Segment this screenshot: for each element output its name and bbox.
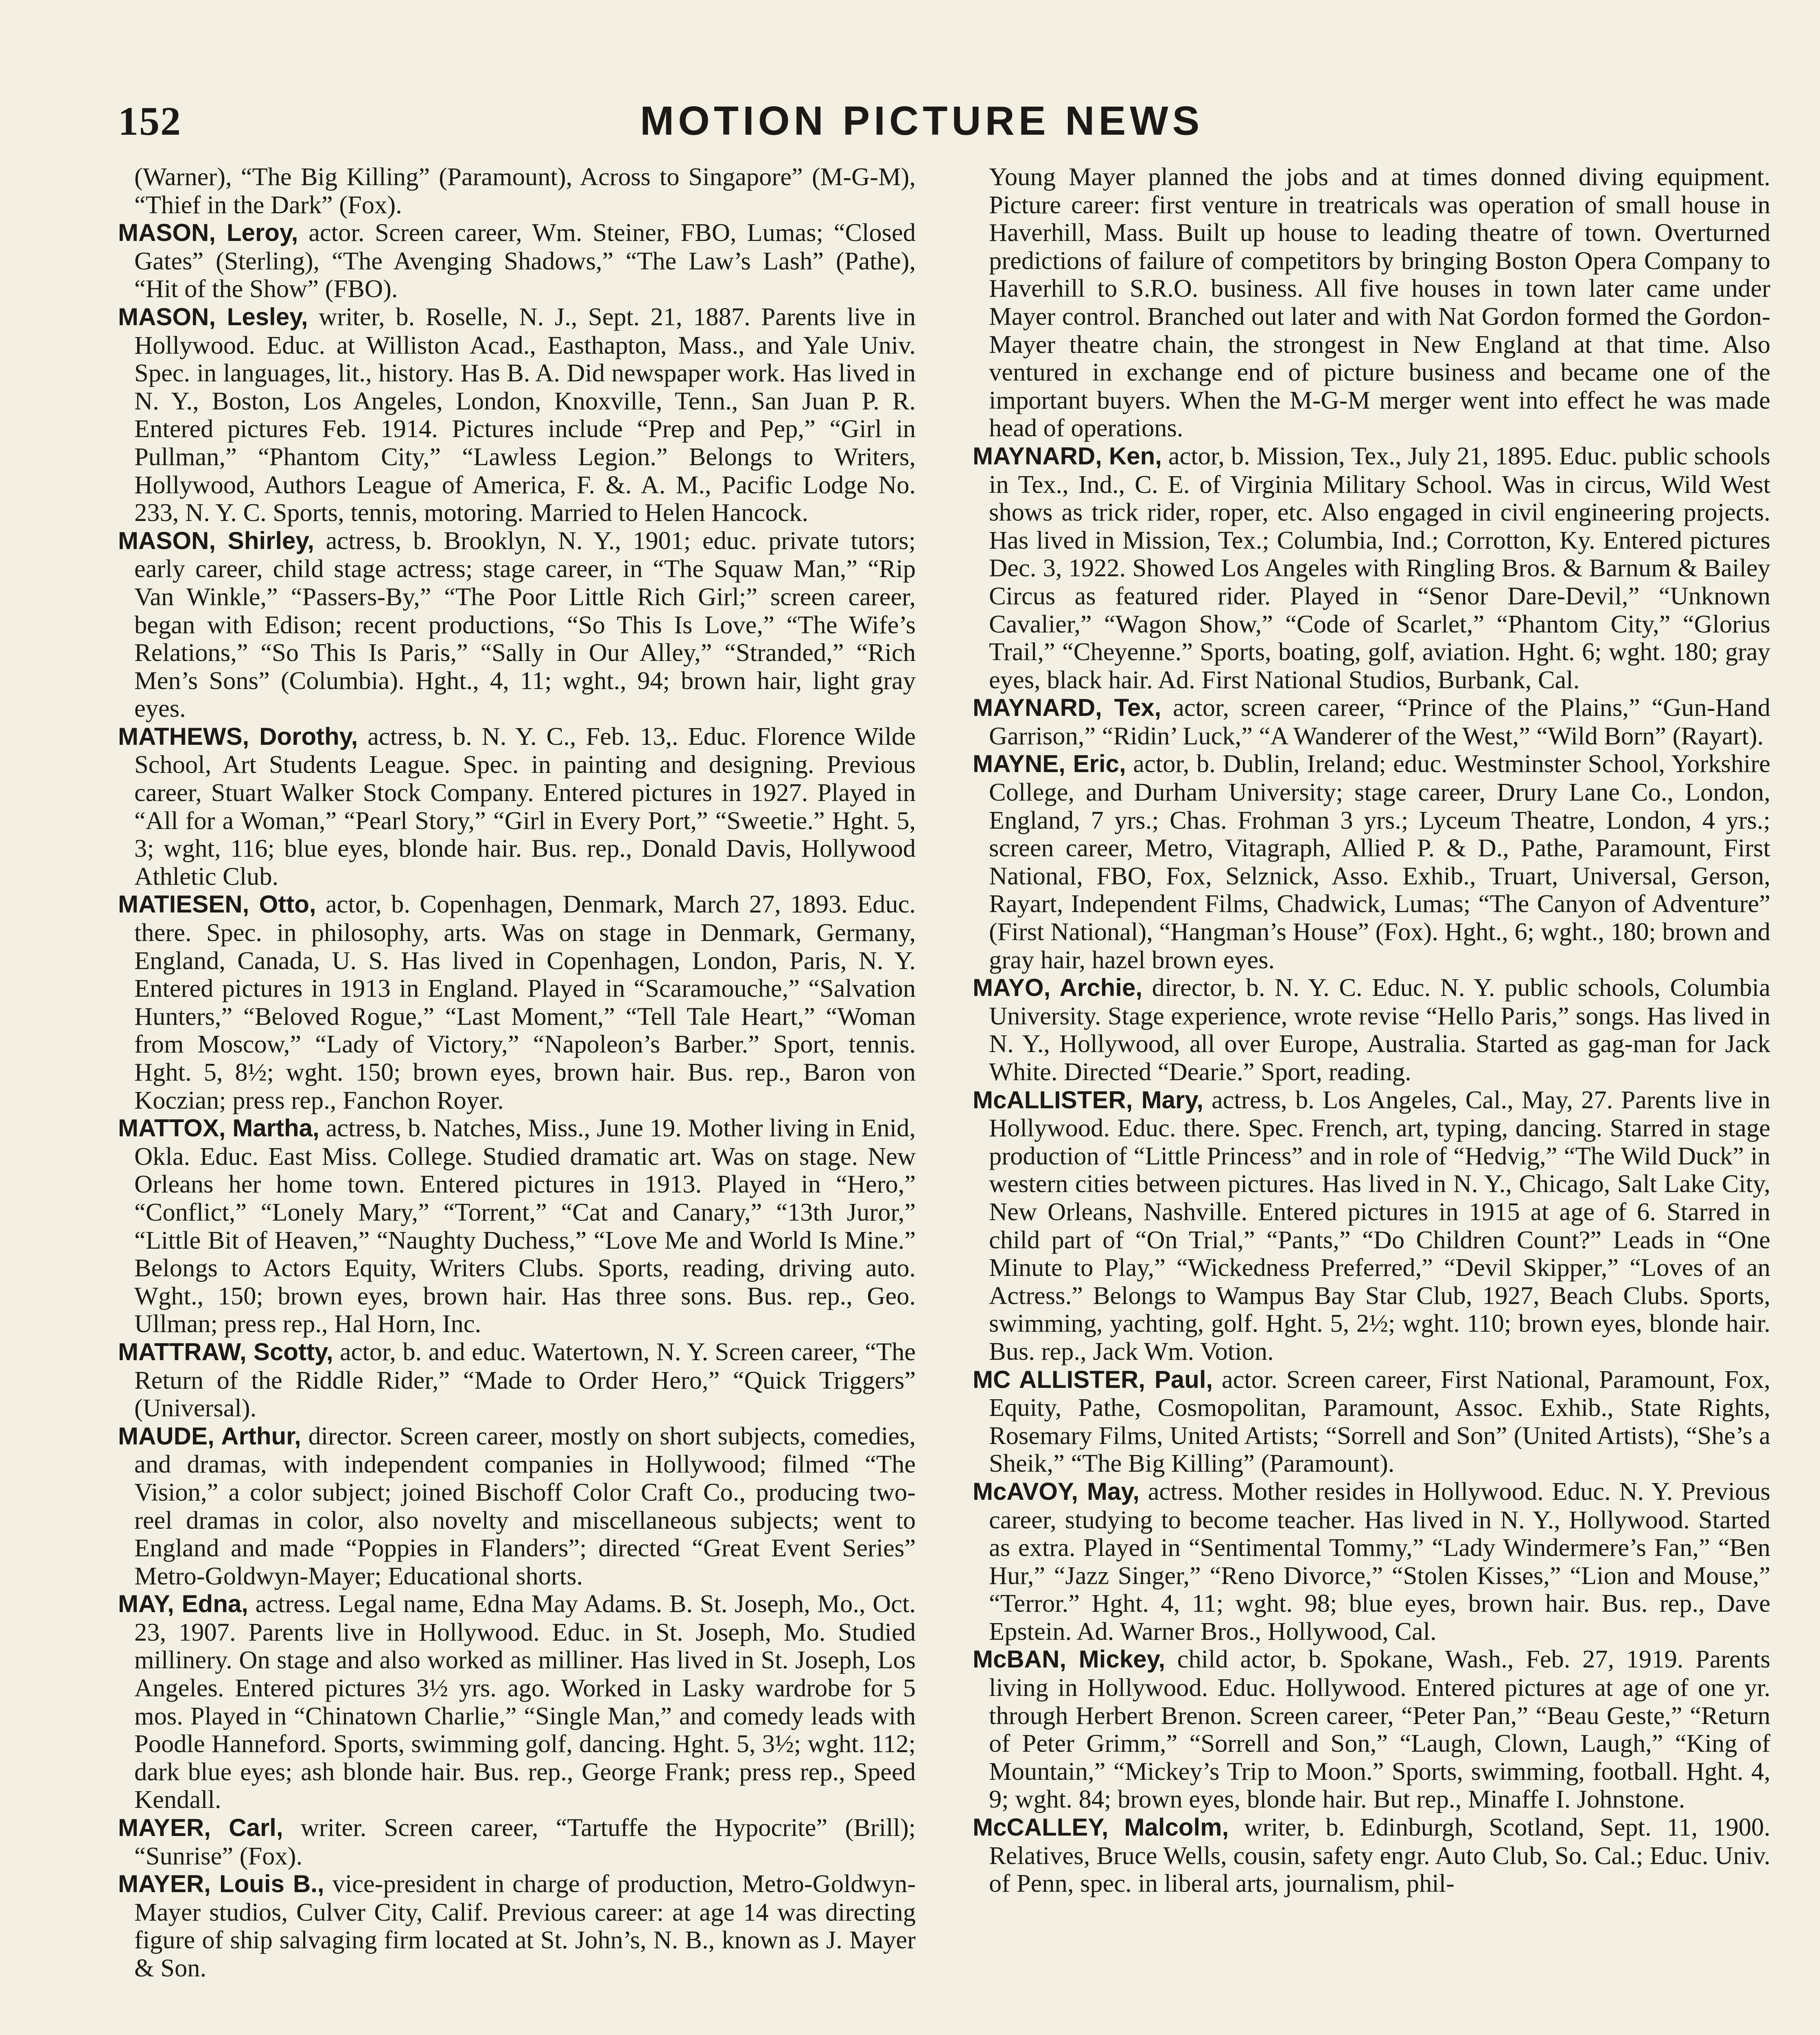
entry-name: MATTRAW, Scotty, bbox=[118, 1338, 333, 1365]
entry-text: actress, b. Los Angeles, Cal., May, 27. Parents live in Hollywood. Educ. there. Spec. French, art, typing, dancing. Starred in stage production of “Little Princess” and in role of “Hedvig,” “The Wild Duck” in western cities between pictures. Has lived in N. Y., Chicago, Salt Lake City, New Orleans, Nashville. Entered pictures in 1915 at age of 6. Starred in child part of “On Trial,” “Pants,” “Do Children Count?” Leads in “One Minute to Play,” “Wickedness Preferred,” “Devil Skipper,” “Loves of an Actress.” Belongs to Wampus Bay Star Club, 1927, Beach Clubs. Sports, swimming, yachting, golf. Hght. 5, 2½; wght. 110; brown eyes, blonde hair. Bus. rep., Jack Wm. Votion. bbox=[989, 1085, 1770, 1365]
entry-text: actress, b. Brooklyn, N. Y., 1901; educ. private tutors; early career, child stage actress; stage career, in “The Squaw Man,” “Rip Van Winkle,” “Passers-By,” “The Poor Little Rich Girl;” screen career, began with Edison; recent productions, “So This Is Love,” “The Wife’s Relations,” “So This Is Paris,” “Sally in Our Alley,” “Stranded,” “Rich Men’s Sons” (Columbia). Hght., 4, 11; wght., 94; brown hair, light gray eyes. bbox=[134, 526, 916, 723]
entry-name: MC ALLISTER, Paul, bbox=[973, 1365, 1213, 1393]
directory-entry bbox=[118, 1814, 916, 1870]
entry-text: actress, b. N. Y. C., Feb. 13,. Educ. Florence Wilde School, Art Students League. Spec. in painting and designing. Previous career, Stuart Walker Stock Company. Entered pictures in 1927. Played in “All for a Woman,” “Pearl Story,” “Girl in Every Port,” “Sweetie.” Hght. 5, 3; wght, 116; blue eyes, blonde hair. Bus. rep., Donald Davis, Hollywood Athletic Club. bbox=[134, 722, 916, 891]
page-title: MOTION PICTURE NEWS bbox=[640, 98, 1204, 144]
entry-name: MASON, Leroy, bbox=[118, 219, 298, 247]
entry-text: actress, b. Natches, Miss., June 19. Mother living in Enid, Okla. Educ. East Miss. College. Studied dramatic art. Was on stage. New Orleans her home town. Entered pictures in 1913. Played in “Hero,” “Conflict,” “Lonely Mary,” “Torrent,” “Cat and Canary,” “13th Juror,” “Little Bit of Heaven,” “Naughty Duchess,” “Love Me and World Is Mine.” Belongs to Actors Equity, Writers Clubs. Sports, reading, driving auto. Wght., 150; brown eyes, brown hair. Has three sons. Bus. rep., Geo. Ullman; press rep., Hal Horn, Inc. bbox=[134, 1114, 916, 1338]
directory-entry bbox=[118, 1590, 916, 1814]
entry-text: writer, b. Roselle, N. J., Sept. 21, 1887. Parents live in Hollywood. Educ. at Williston Acad., Easthapton, Mass., and Yale Univ. Spec. in languages, lit., history. Has B. A. Did newspaper work. Has lived in N. Y., Boston, Los Angeles, London, Knoxville, Tenn., San Juan P. R. Entered pictures Feb. 1914. Pictures include “Prep and Pep,” “Girl in Pullman,” “Phantom City,” “Lawless Legion.” Belongs to Writers, Hollywood, Authors League of America, F. &. A. M., Pacific Lodge No. 233, N. Y. C. Sports, tennis, motoring. Married to Helen Hancock. bbox=[134, 302, 916, 527]
directory-entry bbox=[118, 527, 916, 722]
entry-text: (Warner), “The Big Killing” (Paramount), Across to Singapore” (M-G-M), “Thief in the Dark” (Fox). bbox=[134, 163, 916, 219]
entry-text: actress. Legal name, Edna May Adams. B. St. Joseph, Mo., Oct. 23, 1907. Parents live in Hollywood. Educ. in St. Joseph, Mo. Studied millinery. On stage and also worked as milliner. Has lived in St. Joseph, Los Angeles. Entered pictures 3½ yrs. ago. Worked in Lasky wardrobe for 5 mos. Played in “Chinatown Charlie,” “Single Man,” and comedy leads with Poodle Hanneford. Sports, swimming golf, dancing. Hght. 5, 3½; wght. 112; dark blue eyes; ash blonde hair. Bus. rep., George Frank; press rep., Speed Kendall. bbox=[134, 1589, 916, 1814]
entry-text: writer. Screen career, “Tartuffe the Hypocrite” (Brill); “Sunrise” (Fox). bbox=[134, 1813, 916, 1870]
entry-text: director. Screen career, mostly on short subjects, comedies, and dramas, with independent companies in Hollywood; filmed “The Vision,” a color subject; joined Bischoff Color Craft Co., producing two-reel dramas in color, also novelty and miscellaneous subjects; went to England and made “Poppies in Flanders”; directed “Great Event Series” Metro-Goldwyn-Mayer; Educational shorts. bbox=[134, 1421, 916, 1590]
entry-name: MAYNARD, Ken, bbox=[973, 442, 1162, 470]
directory-entry bbox=[118, 1870, 916, 1982]
entry-text: actor, b. and educ. Watertown, N. Y. Screen career, “The Return of the Riddle Rider,” “Made to Order Hero,” “Quick Triggers” (Universal). bbox=[134, 1337, 916, 1422]
entry-text: vice-president in charge of production, Metro-Goldwyn-Mayer studios, Culver City, Calif. Previous career: at age 14 was directing figure of ship salvaging firm located at St. John’s, N. B., known as J. Mayer & Son. bbox=[134, 1869, 916, 1982]
directory-entry bbox=[973, 1365, 1770, 1477]
entry-text: actor. Screen career, First National, Paramount, Fox, Equity, Pathe, Cosmopolitan, Paramount, Assoc. Exhib., State Rights, Rosemary Films, United Artists; “Sorrell and Son” (United Artists), “She’s a Sheik,” “The Big Killing” (Paramount). bbox=[989, 1365, 1770, 1478]
entry-text: actress. Mother resides in Hollywood. Educ. N. Y. Previous career, studying to become teacher. Has lived in N. Y., Hollywood. Started as extra. Played in “Sentimental Tommy,” “Lady Windermere’s Fan,” “Ben Hur,” “Jazz Singer,” “Reno Divorce,” “Stolen Kisses,” “Lion and Mouse,” “Terror.” Hght. 4, 11; wght. 98; blue eyes, brown hair. Bus. rep., Dave Epstein. Ad. Warner Bros., Hollywood, Cal. bbox=[989, 1477, 1770, 1646]
entry-name: MASON, Shirley, bbox=[118, 527, 314, 554]
entry-name: MAYNE, Eric, bbox=[973, 750, 1126, 778]
directory-entry bbox=[973, 442, 1770, 694]
right-column bbox=[973, 163, 1770, 2035]
text-columns bbox=[118, 163, 1770, 2035]
directory-entry bbox=[118, 1422, 916, 1590]
entry-name: MASON, Lesley, bbox=[118, 303, 308, 330]
directory-entry bbox=[118, 1338, 916, 1422]
entry-name: MATHEWS, Dorothy, bbox=[118, 722, 358, 750]
entry-name: MAYO, Archie, bbox=[973, 974, 1142, 1002]
directory-entry bbox=[973, 750, 1770, 974]
page-number: 152 bbox=[118, 98, 182, 144]
entry-text: actor. Screen career, Wm. Steiner, FBO, Lumas; “Closed Gates” (Sterling), “The Avenging Shadows,” “The Law’s Lash” (Pathe), “Hit of the Show” (FBO). bbox=[134, 218, 916, 303]
entry-text: director, b. N. Y. C. Educ. N. Y. public schools, Columbia University. Stage experience, wrote revise “Hello Paris,” songs. Has lived in N. Y., Hollywood, all over Europe, Australia. Started as gag-man for Jack White. Directed “Dearie.” Sport, reading. bbox=[989, 973, 1770, 1086]
directory-entry bbox=[973, 1813, 1770, 1897]
entry-text: child actor, b. Spokane, Wash., Feb. 27, 1919. Parents living in Hollywood. Educ. Hollywood. Entered pictures at age of one yr. through Herbert Brenon. Screen career, “Peter Pan,” “Beau Geste,” “Return of Peter Grimm,” “Sorrell and Son,” “Laugh, Clown, Laugh,” “King of Mountain,” “Mickey’s Trip to Moon.” Sports, swimming, football. Hght. 4, 9; wght. 84; brown eyes, blonde hair. But rep., Minaffe I. Johnstone. bbox=[989, 1645, 1770, 1814]
entry-name: MATIESEN, Otto, bbox=[118, 891, 316, 918]
entry-text: writer, b. Edinburgh, Scotland, Sept. 11, 1900. Relatives, Bruce Wells, cousin, safety engr. Auto Club, So. Cal.; Educ. Univ. of Penn, spec. in liberal arts, journalism, phil- bbox=[989, 1813, 1770, 1898]
entry-name: MAY, Edna, bbox=[118, 1590, 248, 1618]
entry-text: actor, screen career, “Prince of the Plains,” “Gun-Hand Garrison,” “Ridin’ Luck,” “A Wanderer of the West,” “Wild Born” (Rayart). bbox=[989, 693, 1770, 750]
entry-name: MAYNARD, Tex, bbox=[973, 694, 1162, 722]
directory-entry bbox=[118, 303, 916, 527]
directory-entry bbox=[118, 163, 916, 219]
directory-entry bbox=[973, 694, 1770, 750]
entry-name: McALLISTER, Mary, bbox=[973, 1086, 1203, 1114]
entry-text: Young Mayer planned the jobs and at times donned diving equipment. Picture career: first venture in treatricals was operation of small house in Haverhill, Mass. Built up house to leading theatre of town. Overturned predictions of failure of competitors by bringing Boston Opera Company to Haverhill to S.R.O. business. All five houses in town later came under Mayer control. Branched out later and with Nat Gordon formed the Gordon-Mayer theatre chain, the strongest in New England at that time. Also ventured in exchange end of picture business and became one of the important buyers. When the M-G-M merger went into effect he was made head of operations. bbox=[989, 163, 1770, 442]
entry-name: McAVOY, May, bbox=[973, 1477, 1140, 1505]
entry-name: McCALLEY, Malcolm, bbox=[973, 1814, 1229, 1841]
directory-entry bbox=[118, 890, 916, 1114]
directory-entry bbox=[973, 163, 1770, 442]
directory-entry bbox=[973, 1086, 1770, 1365]
entry-name: MAYER, Carl, bbox=[118, 1814, 283, 1842]
directory-entry bbox=[973, 974, 1770, 1085]
directory-entry bbox=[118, 722, 916, 891]
entry-text: actor, b. Dublin, Ireland; educ. Westminster School, Yorkshire College, and Durham University; stage career, Drury Lane Co., London, England, 7 yrs.; Chas. Frohman 3 yrs.; Lyceum Theatre, London, 4 yrs.; screen career, Metro, Vitagraph, Allied P. & D., Pathe, Paramount, First National, FBO, Fox, Selznick, Asso. Exhib., Truart, Universal, Gerson, Rayart, Independent Films, Chadwick, Lumas; “The Canyon of Adventure” (First National), “Hangman’s House” (Fox). Hght., 6; wght., 180; brown and gray hair, hazel brown eyes. bbox=[989, 749, 1770, 974]
entry-text: actor, b. Mission, Tex., July 21, 1895. Educ. public schools in Tex., Ind., C. E. of Virginia Military School. Was in circus, Wild West shows as trick rider, roper, etc. Also engaged in civil engineering projects. Has lived in Mission, Tex.; Columbia, Ind.; Corrotton, Ky. Entered pictures Dec. 3, 1922. Showed Los Angeles with Ringling Bros. & Barnum & Bailey Circus as featured rider. Played in “Senor Dare-Devil,” “Unknown Cavalier,” “Wagon Show,” “Code of Scarlet,” “Phantom City,” “Glorius Trail,” “Cheyenne.” Sports, boating, golf, aviation. Hght. 6; wght. 180; gray eyes, black hair. Ad. First National Studios, Burbank, Cal. bbox=[989, 441, 1770, 694]
directory-entry bbox=[973, 1477, 1770, 1646]
entry-name: MAYER, Louis B., bbox=[118, 1870, 324, 1898]
left-column bbox=[118, 163, 916, 2035]
page-header bbox=[118, 98, 1726, 159]
directory-entry bbox=[118, 1114, 916, 1338]
directory-entry bbox=[118, 219, 916, 303]
directory-entry bbox=[973, 1645, 1770, 1813]
entry-name: McBAN, Mickey, bbox=[973, 1646, 1166, 1673]
entry-name: MATTOX, Martha, bbox=[118, 1114, 319, 1142]
entry-text: actor, b. Copenhagen, Denmark, March 27, 1893. Educ. there. Spec. in philosophy, arts. Was on stage in Denmark, Germany, England, Canada, U. S. Has lived in Copenhagen, London, Paris, N. Y. Entered pictures in 1913 in England. Played in “Scaramouche,” “Salvation Hunters,” “Beloved Rogue,” “Last Moment,” “Tell Tale Heart,” “Woman from Moscow,” “Lady of Victory,” “Napoleon’s Barber.” Sport, tennis. Hght. 5, 8½; wght. 150; brown eyes, brown hair. Bus. rep., Baron von Koczian; press rep., Fanchon Royer. bbox=[134, 890, 916, 1114]
entry-name: MAUDE, Arthur, bbox=[118, 1422, 301, 1450]
